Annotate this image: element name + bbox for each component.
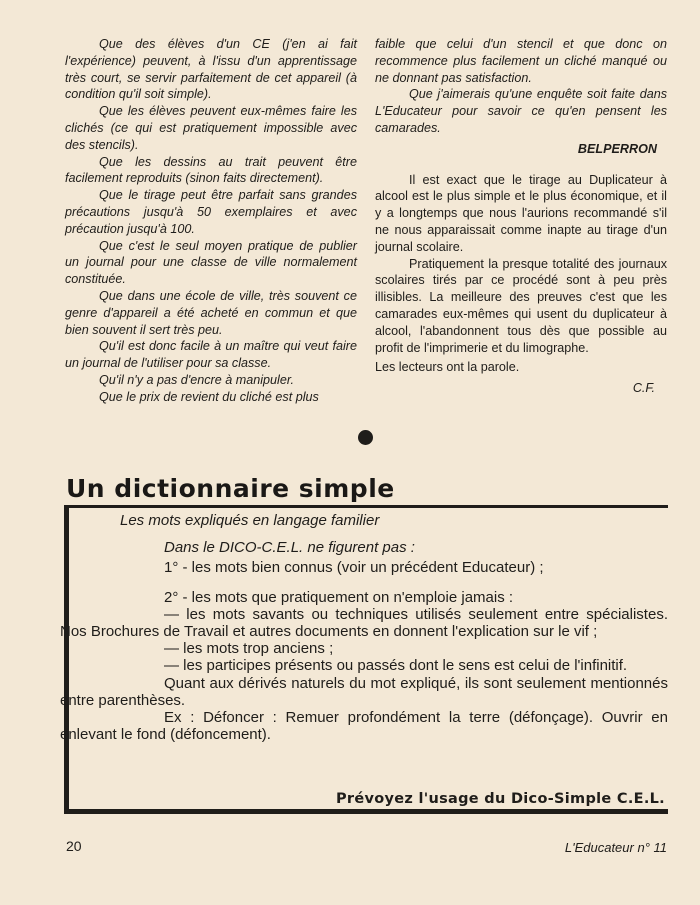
section-subtitle: Les mots expliqués en langage familier xyxy=(120,512,380,529)
paragraph: Les lecteurs ont la parole. xyxy=(375,360,520,375)
list-item: 2° - les mots que pratiquement on n'emploie jamais : xyxy=(164,588,514,606)
section-title: Un dictionnaire simple xyxy=(66,474,395,503)
editor-signature: C.F. xyxy=(632,381,655,396)
paragraph: Qu'il est donc facile à un maître qui veut faire un journal de l'utiliser pour sa classe. xyxy=(65,339,357,371)
paragraph: Que des élèves d'un CE (j'en ai fait l'expérience) peuvent, à l'issu d'un apprentissage très court, se servir parfaitement de cet appareil (à condition qu'il soit simple). xyxy=(65,37,357,102)
example: Ex : Défoncer : Remuer profondément la terre (défonçage). Ouvrir en enlevant le fond (défoncement). xyxy=(60,709,668,744)
right-column xyxy=(375,36,667,397)
paragraph: Que le tirage peut être parfait sans grandes précautions jusqu'à 50 exemplaires et avec précaution jusqu'à 100. xyxy=(65,188,357,236)
section-bullet xyxy=(358,430,373,445)
paragraph: Que les élèves peuvent eux-mêmes faire les clichés (ce qui est pratiquement impossible avec des stencils). xyxy=(65,104,357,152)
paragraph: Quant aux dérivés naturels du mot expliqué, ils sont seulement mentionnés entre parenthèses. xyxy=(60,674,668,709)
list-item: 1° - les mots bien connus (voir un précédent Educateur) ; xyxy=(164,559,544,577)
list-subitem: — les mots savants ou techniques utilisés seulement entre spécialistes. Nos Brochures de Travail et autres documents en donnent l'explication sur le vif ; xyxy=(60,605,668,641)
list-subitem: — les participes présents ou passés dont le sens est celui de l'infinitif. xyxy=(164,657,628,675)
paragraph: Que le prix de revient du cliché est plus xyxy=(99,389,319,404)
paragraph: Que c'est le seul moyen pratique de publier un journal pour une classe de ville normalement constituée. xyxy=(65,238,357,287)
paragraph: faible que celui d'un stencil et que donc on recommence plus facilement un cliché manqué ou ne donnant pas satisfaction. xyxy=(375,37,667,85)
author-signature: BELPERRON xyxy=(577,141,657,156)
paragraph: Que dans une école de ville, très souvent ce genre d'appareil a été acheté en commun et que bien souvent il sert très peu. xyxy=(65,288,357,337)
call-to-action: Prévoyez l'usage du Dico-Simple C.E.L. xyxy=(335,791,665,807)
left-column xyxy=(65,36,357,406)
paragraph: Pratiquement la presque totalité des journaux scolaires tirés par ce procédé sont à peu près illisibles. La meilleure des preuves c'est que les camarades eux-mêmes qui usent du duplicateur à alcool, l'abandonnent tous dès que possible au profit de l'imprimerie et du limographe. xyxy=(375,256,667,355)
paragraph: Que les dessins au trait peuvent être facilement reproduits (sinon faits directement). xyxy=(65,154,357,186)
intro-line: Dans le DICO-C.E.L. ne figurent pas : xyxy=(164,539,415,557)
section-body xyxy=(60,512,668,743)
paragraph: Qu'il n'y a pas d'encre à manipuler. xyxy=(99,372,295,387)
journal-reference: L'Educateur n° 11 xyxy=(564,840,667,855)
list-subitem: — les mots trop anciens ; xyxy=(164,640,334,658)
paragraph: Il est exact que le tirage au Duplicateur à alcool est le plus simple et le plus économique, et il y a longtemps que nous l'aurions recommandé s'il ne nous apparaissait comme inapte au tirage d'un journal scolaire. xyxy=(375,172,667,254)
page-number: 20 xyxy=(66,838,82,854)
paragraph: Que j'aimerais qu'une enquête soit faite dans L'Educateur pour savoir ce qu'en pensent les camarades. xyxy=(375,87,667,135)
